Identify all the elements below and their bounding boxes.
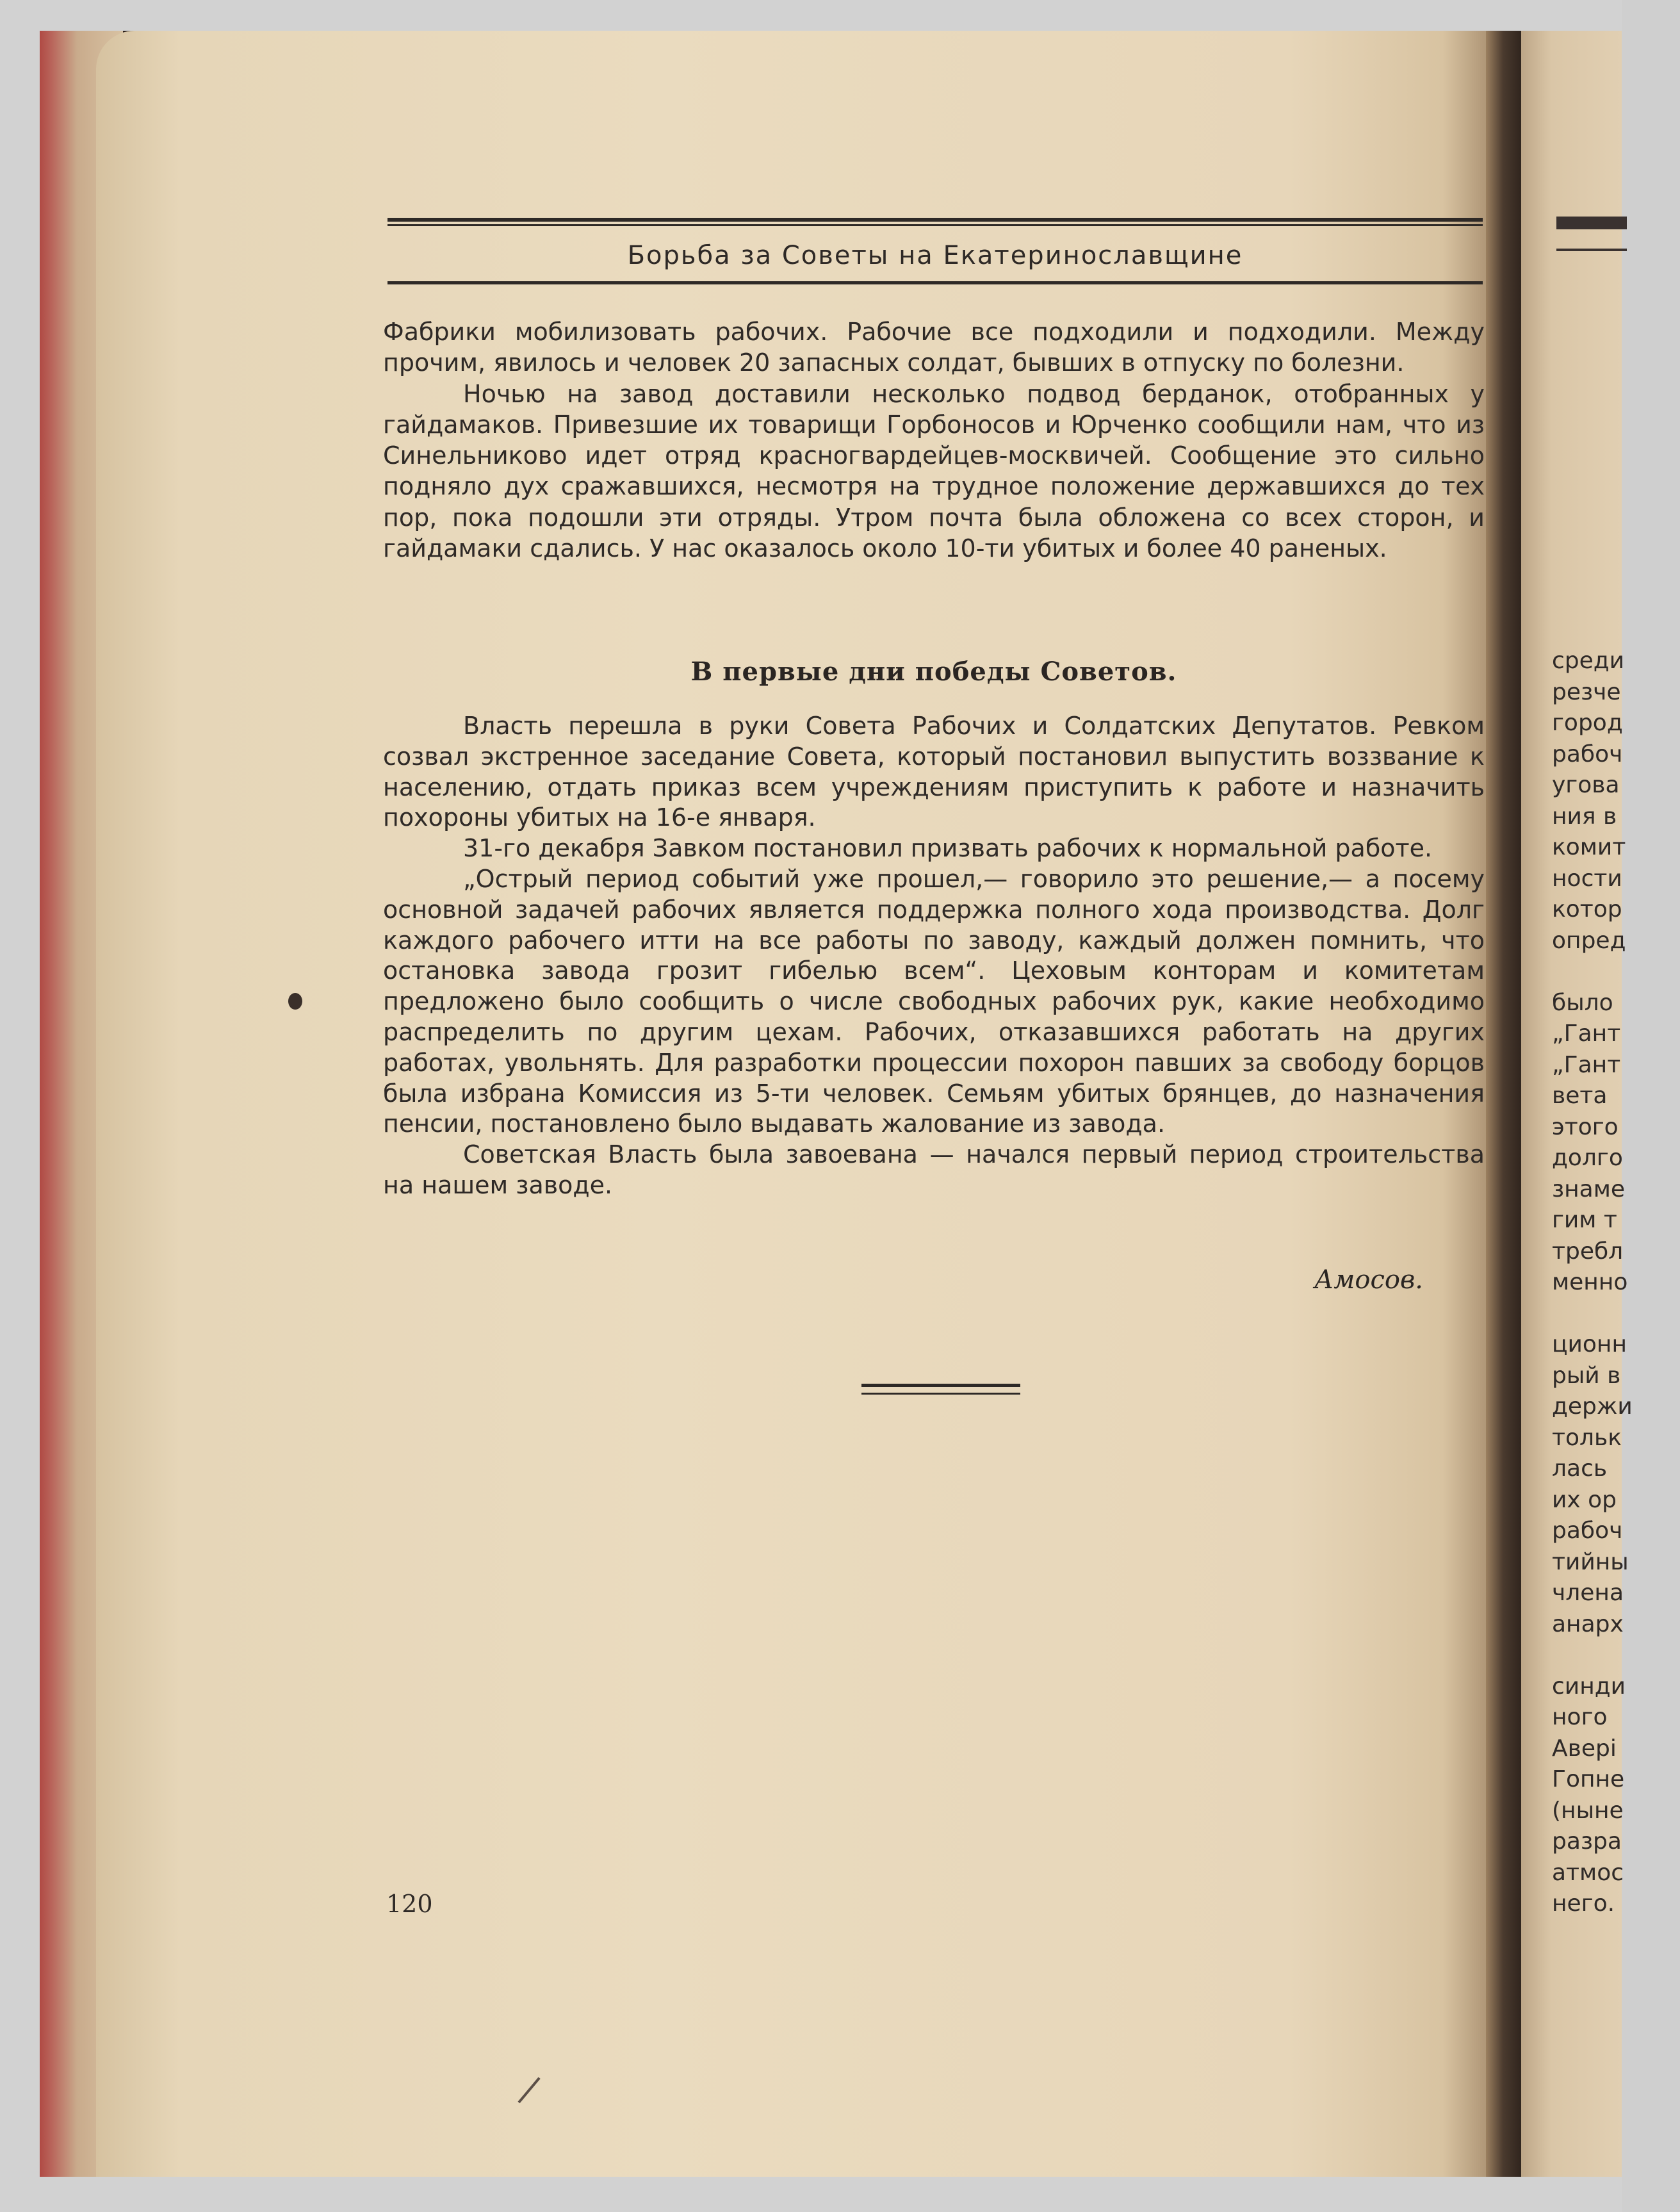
end-rule-thick [861,1384,1020,1387]
page-number: 120 [386,1890,433,1918]
header-rule-top-thin [387,224,1483,226]
right-page-gap [1552,956,1680,988]
paragraph: „Острый период событий уже прошел,— говорило это решение,— а посему основной задачей рабочих является поддержка полного хода производства. Долг каждого рабочего итти на все работы по заводу, каждый должен помнить, что остановка завода грозит гибелью всем“. Цеховым конторам и комитетам предложено было сообщить о числе свободных рабочих рук, какие необходимо распределить по другим цехам. Рабочих, отказавшихся работать на других работах, увольнять. Для разработки процессии похорон павших за свободу борцов была избрана Комиссия из 5-ти человек. Семьям убитых брянцев, до назначения пенсии, постановлено было выдавать жалование из завода. [383,864,1485,1138]
right-page-line: ционн [1552,1331,1627,1357]
right-page-line: город [1552,710,1623,736]
right-page-line: резче [1552,678,1621,705]
right-page-line: члена [1552,1580,1624,1606]
right-page-line: знаме [1552,1176,1626,1202]
right-page-line: рый в [1552,1362,1621,1389]
right-page-line: тийны [1552,1548,1629,1575]
paragraph: Ночью на завод доставили несколько подвод берданок, отобранных у гайдамаков. Привезшие их товарищи Горбоносов и Юрченко сообщили нам, что из Синельниково идет отряд красногвардейцев-москвичей. Сообщение это сильно подняло дух сражавшихся, несмотря на трудное положение державшихся до тех пор, пока подошли эти отряды. Утром почта была обложена со всех сторон, и гайдамаки сдались. У нас оказалось около 10-ти убитых и более 40 раненых. [383,379,1485,563]
right-page-line: их ор [1552,1486,1617,1513]
right-page-line: лась [1552,1455,1608,1482]
right-page-line: гим т [1552,1207,1617,1233]
right-page-line: требл [1552,1238,1624,1265]
right-page-text-column [1552,646,1680,1920]
right-page-line: (ныне [1552,1797,1624,1824]
header-rule-bottom [387,281,1483,284]
right-page-line: котор [1552,896,1622,922]
right-page-line: этого [1552,1113,1619,1140]
paragraph: Власть перешла в руки Совета Рабочих и Солдатских Депутатов. Ревком созвал экстренное заседание Совета, который постановил выпустить воззвание к населению, отдать приказ всем учреждениям приступить к работе и назначить похороны убитых на 16-е января. [383,712,1485,832]
right-page-line: тольк [1552,1424,1622,1451]
right-page-line: угова [1552,772,1620,798]
right-page-line: Авері [1552,1735,1617,1762]
running-title: Борьба за Советы на Екатеринославщине [627,241,1243,270]
right-page-line: было [1552,989,1613,1016]
right-page-line: „Гант [1552,1020,1621,1047]
right-page-line: синди [1552,1673,1626,1700]
right-page-header-rule [1556,217,1627,229]
right-page-line: рабоч [1552,1518,1623,1544]
paragraph: Фабрики мобилизовать рабочих. Рабочие все подходили и подходили. Между прочим, явилось и человек 20 запасных солдат, бывших в отпуску по болезни. [383,318,1485,377]
right-page-line: менно [1552,1269,1628,1295]
right-page-line: ния в [1552,803,1617,830]
section-heading: В первые дни победы Советов. [690,657,1177,687]
right-page-line: держи [1552,1393,1633,1420]
running-head [387,218,1483,284]
right-page-line: Гопне [1552,1766,1625,1792]
right-page-gap [1552,1640,1680,1671]
right-page-header-thin-rule [1556,249,1627,251]
end-ornament [861,1384,1020,1395]
header-rule-top [387,218,1483,222]
book-gutter [1486,31,1524,2177]
author-signature: Амосов. [1314,1265,1423,1295]
article-text-part-2 [383,711,1485,1201]
right-page-line: разра [1552,1828,1622,1855]
right-page-gap [1552,1299,1680,1330]
end-rule-thin [861,1393,1020,1395]
right-page-line: долго [1552,1145,1623,1171]
right-page-line: анарх [1552,1610,1624,1637]
right-page-line: среди [1552,648,1625,674]
ink-speck [288,993,302,1010]
right-page-line: „Гант [1552,1051,1621,1078]
right-page-line: ности [1552,865,1622,892]
right-page-line: комит [1552,834,1626,860]
article-text-part-1 [383,316,1485,564]
right-page-fragment [1521,31,1633,2177]
right-page-line: атмос [1552,1859,1624,1886]
right-page-line: него. [1552,1890,1615,1917]
paragraph: 31-го декабря Завком постановил призвать рабочих к нормальной работе. [463,834,1433,863]
right-page-line: рабоч [1552,741,1623,767]
paragraph: Советская Власть была завоевана — начался первый период строительства на нашем заводе. [383,1140,1485,1199]
right-page-line: вета [1552,1083,1608,1109]
right-page-line: ного [1552,1704,1608,1730]
right-page-line: опред [1552,927,1626,954]
